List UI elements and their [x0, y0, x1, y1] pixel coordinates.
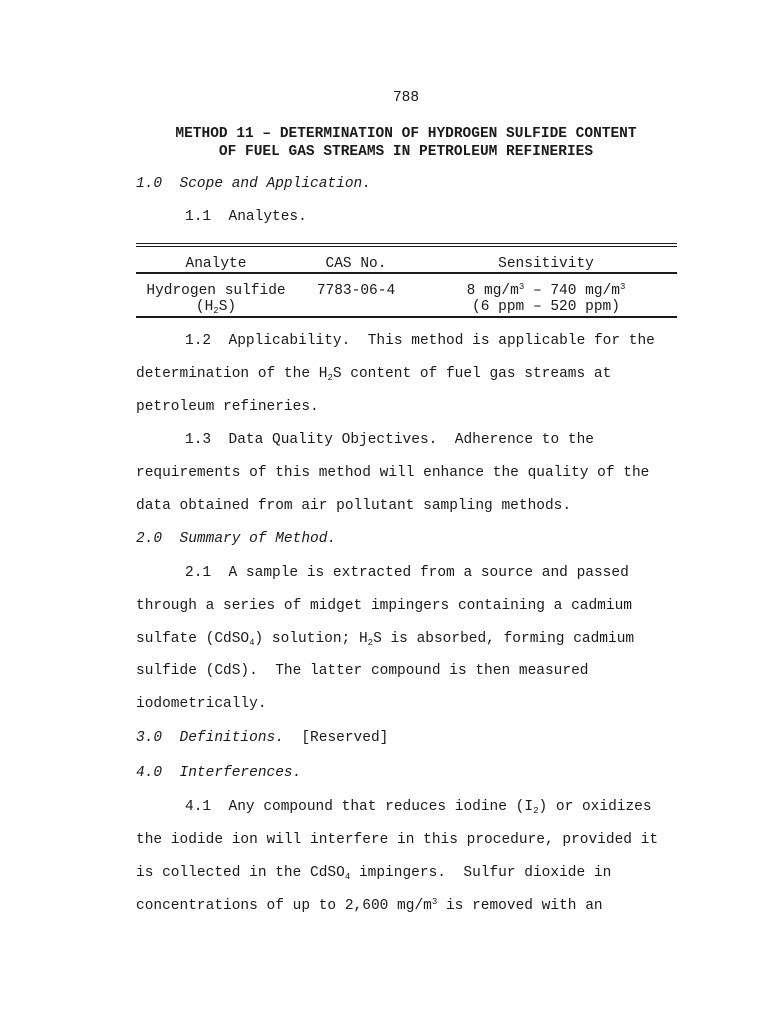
para-4-1-line-3: is collected in the CdSO$_4$ impingers. Sulfur dioxide in [136, 865, 612, 882]
para-1-3-line-2: requirements of this method will enhance the quality of the [136, 465, 650, 481]
section-4-heading: 4.0 Interferences. [136, 765, 302, 781]
para-1-2-line-2: determination of the $H_2S$ content of fuel gas streams at [136, 366, 612, 383]
table-top-rule-2 [136, 246, 677, 247]
page-number: 788 [392, 90, 420, 106]
table-cell-sensitivity-ppm: (6 ppm – 520 ppm) [472, 299, 620, 315]
para-1-3-line-1: 1.3 Data Quality Objectives. Adherence to the [185, 432, 594, 448]
para-1-2-line-3: petroleum refineries. [136, 399, 319, 415]
table-bottom-rule [136, 316, 677, 318]
table-cell-analyte: Hydrogen sulfide [146, 283, 286, 299]
para-4-1-line-2: the iodide ion will interfere in this procedure, provided it [136, 832, 659, 848]
para-2-1-line-3: sulfate (CdSO$_4$) solution; $H_2S$ is absorbed, forming cadmium [136, 631, 635, 648]
subsection-1-1-heading: 1.1 Analytes. [185, 209, 307, 225]
section-2-heading: 2.0 Summary of Method. [136, 531, 337, 547]
table-header-sensitivity: Sensitivity [498, 256, 594, 272]
para-1-2-line-1: 1.2 Applicability. This method is applicable for the [185, 333, 655, 349]
section-1-heading: 1.0 Scope and Application. [136, 176, 371, 192]
para-1-3-line-3: data obtained from air pollutant sampling methods. [136, 498, 572, 514]
para-2-1-line-4: sulfide (CdS). The latter compound is then measured [136, 663, 589, 679]
section-3-line [136, 730, 388, 746]
table-cell-cas: 7783-06-4 [316, 283, 396, 299]
table-top-rule [136, 243, 677, 244]
para-4-1-line-4: concentrations of up to 2,600 $mg/m^3$ is removed with an [136, 897, 603, 914]
method-title-line-1: METHOD 11 – DETERMINATION OF HYDROGEN SULFIDE CONTENT [175, 126, 637, 142]
table-header-cas: CAS No. [325, 256, 387, 272]
table-header-analyte: Analyte [185, 256, 247, 272]
section-3-note: [Reserved] [283, 730, 389, 746]
para-4-1-line-1: 4.1 Any compound that reduces iodine $(I_2)$ or oxidizes [185, 799, 652, 816]
para-2-1-line-5: iodometrically. [136, 696, 267, 712]
method-title-line-2: OF FUEL GAS STREAMS IN PETROLEUM REFINERIES [218, 144, 594, 160]
para-2-1-line-2: through a series of midget impingers containing a cadmium [136, 598, 632, 614]
table-cell-sensitivity: 8 $mg/m^3 - 740$ $mg/m^3$ [466, 282, 626, 299]
section-3-heading: 3.0 Definitions. [136, 730, 284, 746]
para-2-1-line-1: 2.1 A sample is extracted from a source and passed [185, 565, 629, 581]
table-cell-analyte-formula: $(H_2S)$ [195, 299, 237, 316]
table-header-rule [136, 272, 677, 274]
